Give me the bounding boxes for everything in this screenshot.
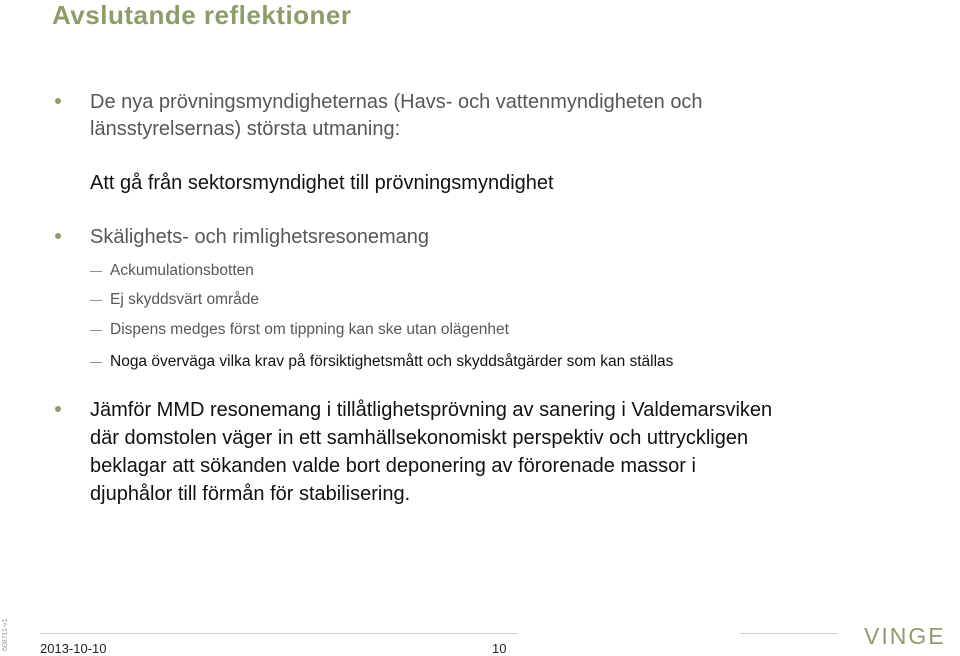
sub-item-1: Ackumulationsbotten: [110, 262, 254, 279]
footer-divider-right: [740, 633, 838, 634]
sub-item-3: Dispens medges först om tippning kan ske utan olägenhet: [110, 321, 509, 338]
bullet-dot: [55, 98, 61, 104]
dash-marker: [90, 362, 102, 363]
sub-item-2: Ej skyddsvärt område: [110, 291, 260, 308]
bullet-dot: [55, 406, 61, 412]
slide-title: Avslutande reflektioner: [52, 0, 352, 30]
bullet-1-line-2: länsstyrelsernas) största utmaning:: [90, 118, 401, 140]
bullet-3-line-2: där domstolen väger in ett samhällsekonomiskt perspektiv och uttryckligen: [90, 427, 749, 449]
vinge-logo: VINGE: [864, 623, 946, 649]
page-number: 10: [492, 641, 507, 656]
bullet-1-line-1: De nya prövningsmyndigheternas (Havs- och vattenmyndigheten och: [90, 91, 703, 113]
dash-marker: [90, 300, 102, 301]
dash-marker: [90, 330, 102, 331]
bullet-1-subline: Att gå från sektorsmyndighet till prövningsmyndighet: [90, 172, 554, 194]
dash-marker: [90, 271, 102, 272]
sub-item-4: Noga överväga vilka krav på försiktighetsmått och skyddsåtgärder som kan ställas: [110, 353, 674, 370]
bullet-2-text: Skälighets- och rimlighetsresonemang: [90, 226, 430, 248]
document-id: 608711-v1: [2, 618, 9, 651]
bullet-3-line-1: Jämför MMD resonemang i tillåtlighetsprövning av sanering i Valdemarsviken: [90, 399, 773, 421]
footer-date: 2013-10-10: [40, 641, 107, 656]
footer-divider: [40, 633, 518, 634]
bullet-3-line-4: djuphålor till förmån för stabilisering.: [90, 483, 411, 505]
bullet-3-line-3: beklagar att sökanden valde bort deponering av förorenade massor i: [90, 455, 696, 477]
bullet-dot: [55, 233, 61, 239]
